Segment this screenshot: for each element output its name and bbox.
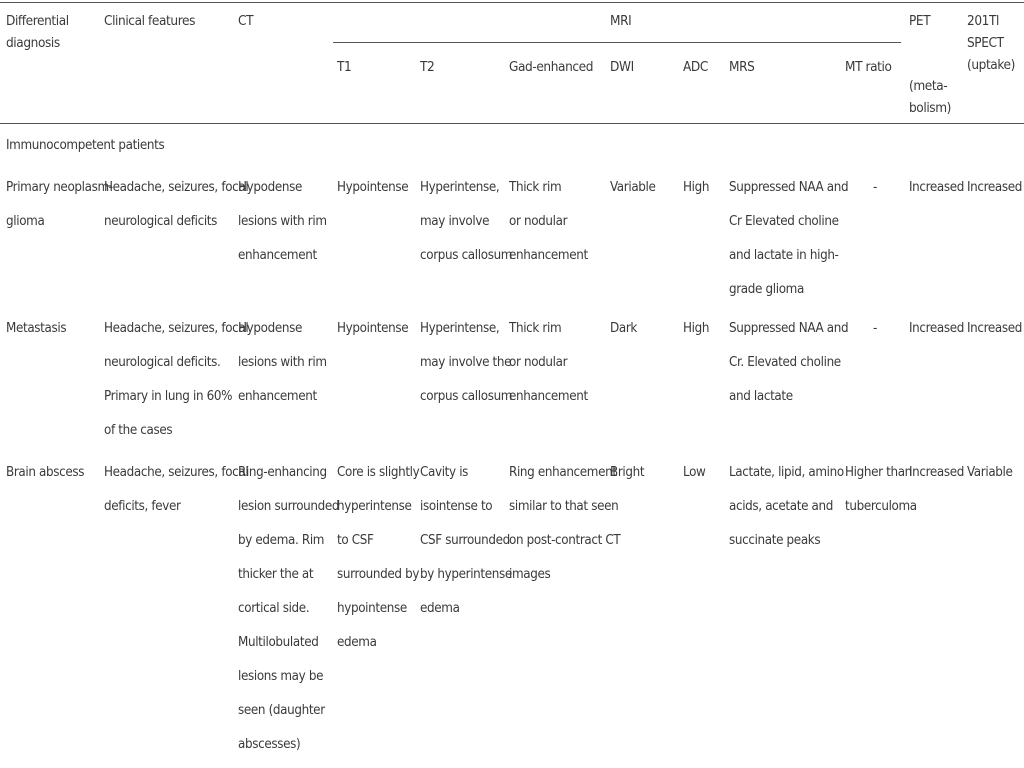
cell-spect: Increased xyxy=(967,180,1023,195)
cell-t1: Hypointense xyxy=(337,321,409,336)
cell-spect: Variable xyxy=(967,465,1013,480)
top-rule xyxy=(0,2,1024,3)
header-ct: CT xyxy=(238,13,254,29)
cell-dwi: Dark xyxy=(610,321,637,336)
cell-pet: Increased xyxy=(909,180,965,195)
cell-gad: Thick rim or nodular enhancement xyxy=(509,180,588,263)
cell-clinical: Headache, seizures, focal deficits, fever xyxy=(104,465,249,514)
cell-clinical: Headache, seizures, focal neurological deficits. Primary in lung in 60% of the cases xyxy=(104,321,249,438)
header-clinical-features: Clinical features xyxy=(104,13,196,29)
cell-ct: Hypodense lesions with rim enhancement xyxy=(238,180,327,263)
header-pet: PET xyxy=(909,13,931,29)
cell-pet: Increased xyxy=(909,321,965,336)
header-spect: 201Tl SPECT (uptake) xyxy=(967,13,1015,73)
header-t2: T2 xyxy=(420,59,435,75)
header-differential-diagnosis: Differential diagnosis xyxy=(6,13,69,51)
cell-mt: - xyxy=(873,321,877,336)
cell-gad: Ring enhancement similar to that seen on post-contract CT images xyxy=(509,465,621,582)
cell-clinical: Headache, seizures, focal neurological deficits xyxy=(104,180,249,229)
header-mri: MRI xyxy=(610,13,632,29)
cell-mt: - xyxy=(873,180,877,195)
header-gad-enhanced: Gad-enhanced xyxy=(509,59,594,75)
header-t1: T1 xyxy=(337,59,352,75)
header-dwi: DWI xyxy=(610,59,634,75)
cell-t2: Hyperintense, may involve the corpus callosum xyxy=(420,321,513,404)
header-mt-ratio: MT ratio xyxy=(845,59,892,75)
cell-gad: Thick rim or nodular enhancement xyxy=(509,321,588,404)
mri-rule xyxy=(333,42,901,43)
cell-t1: Hypointense xyxy=(337,180,409,195)
section-label: Immunocompetent patients xyxy=(6,138,165,153)
header-pet-sub: (meta- bolism) xyxy=(909,78,951,116)
cell-adc: Low xyxy=(683,465,706,480)
cell-t1: Core is slightly hyperintense to CSF surrounded by hypointense edema xyxy=(337,465,420,650)
cell-diagnosis: Primary neoplasm- glioma xyxy=(6,180,113,229)
cell-adc: High xyxy=(683,180,710,195)
cell-dwi: Bright xyxy=(610,465,645,480)
cell-ct: Hypodense lesions with rim enhancement xyxy=(238,321,327,404)
cell-mt: Higher than tuberculoma xyxy=(845,465,917,514)
header-adc: ADC xyxy=(683,59,708,75)
cell-pet: Increased xyxy=(909,465,965,480)
cell-mrs: Lactate, lipid, amino acids, acetate and succinate peaks xyxy=(729,465,844,548)
cell-diagnosis: Metastasis xyxy=(6,321,67,336)
cell-dwi: Variable xyxy=(610,180,656,195)
cell-spect: Increased xyxy=(967,321,1023,336)
cell-adc: High xyxy=(683,321,710,336)
cell-t2: Hyperintense, may involve corpus callosum xyxy=(420,180,513,263)
header-mrs: MRS xyxy=(729,59,755,75)
cell-mrs: Suppressed NAA and Cr Elevated choline and lactate in high- grade glioma xyxy=(729,180,849,297)
header-rule xyxy=(0,123,1024,124)
cell-mrs: Suppressed NAA and Cr. Elevated choline and lactate xyxy=(729,321,849,404)
cell-t2: Cavity is isointense to CSF surrounded by hyperintense edema xyxy=(420,465,512,616)
cell-ct: Ring-enhancing lesion surrounded by edema. Rim thicker the at cortical side. Multilobulated lesions may be seen (daughter abscesses) xyxy=(238,465,340,752)
cell-diagnosis: Brain abscess xyxy=(6,465,85,480)
